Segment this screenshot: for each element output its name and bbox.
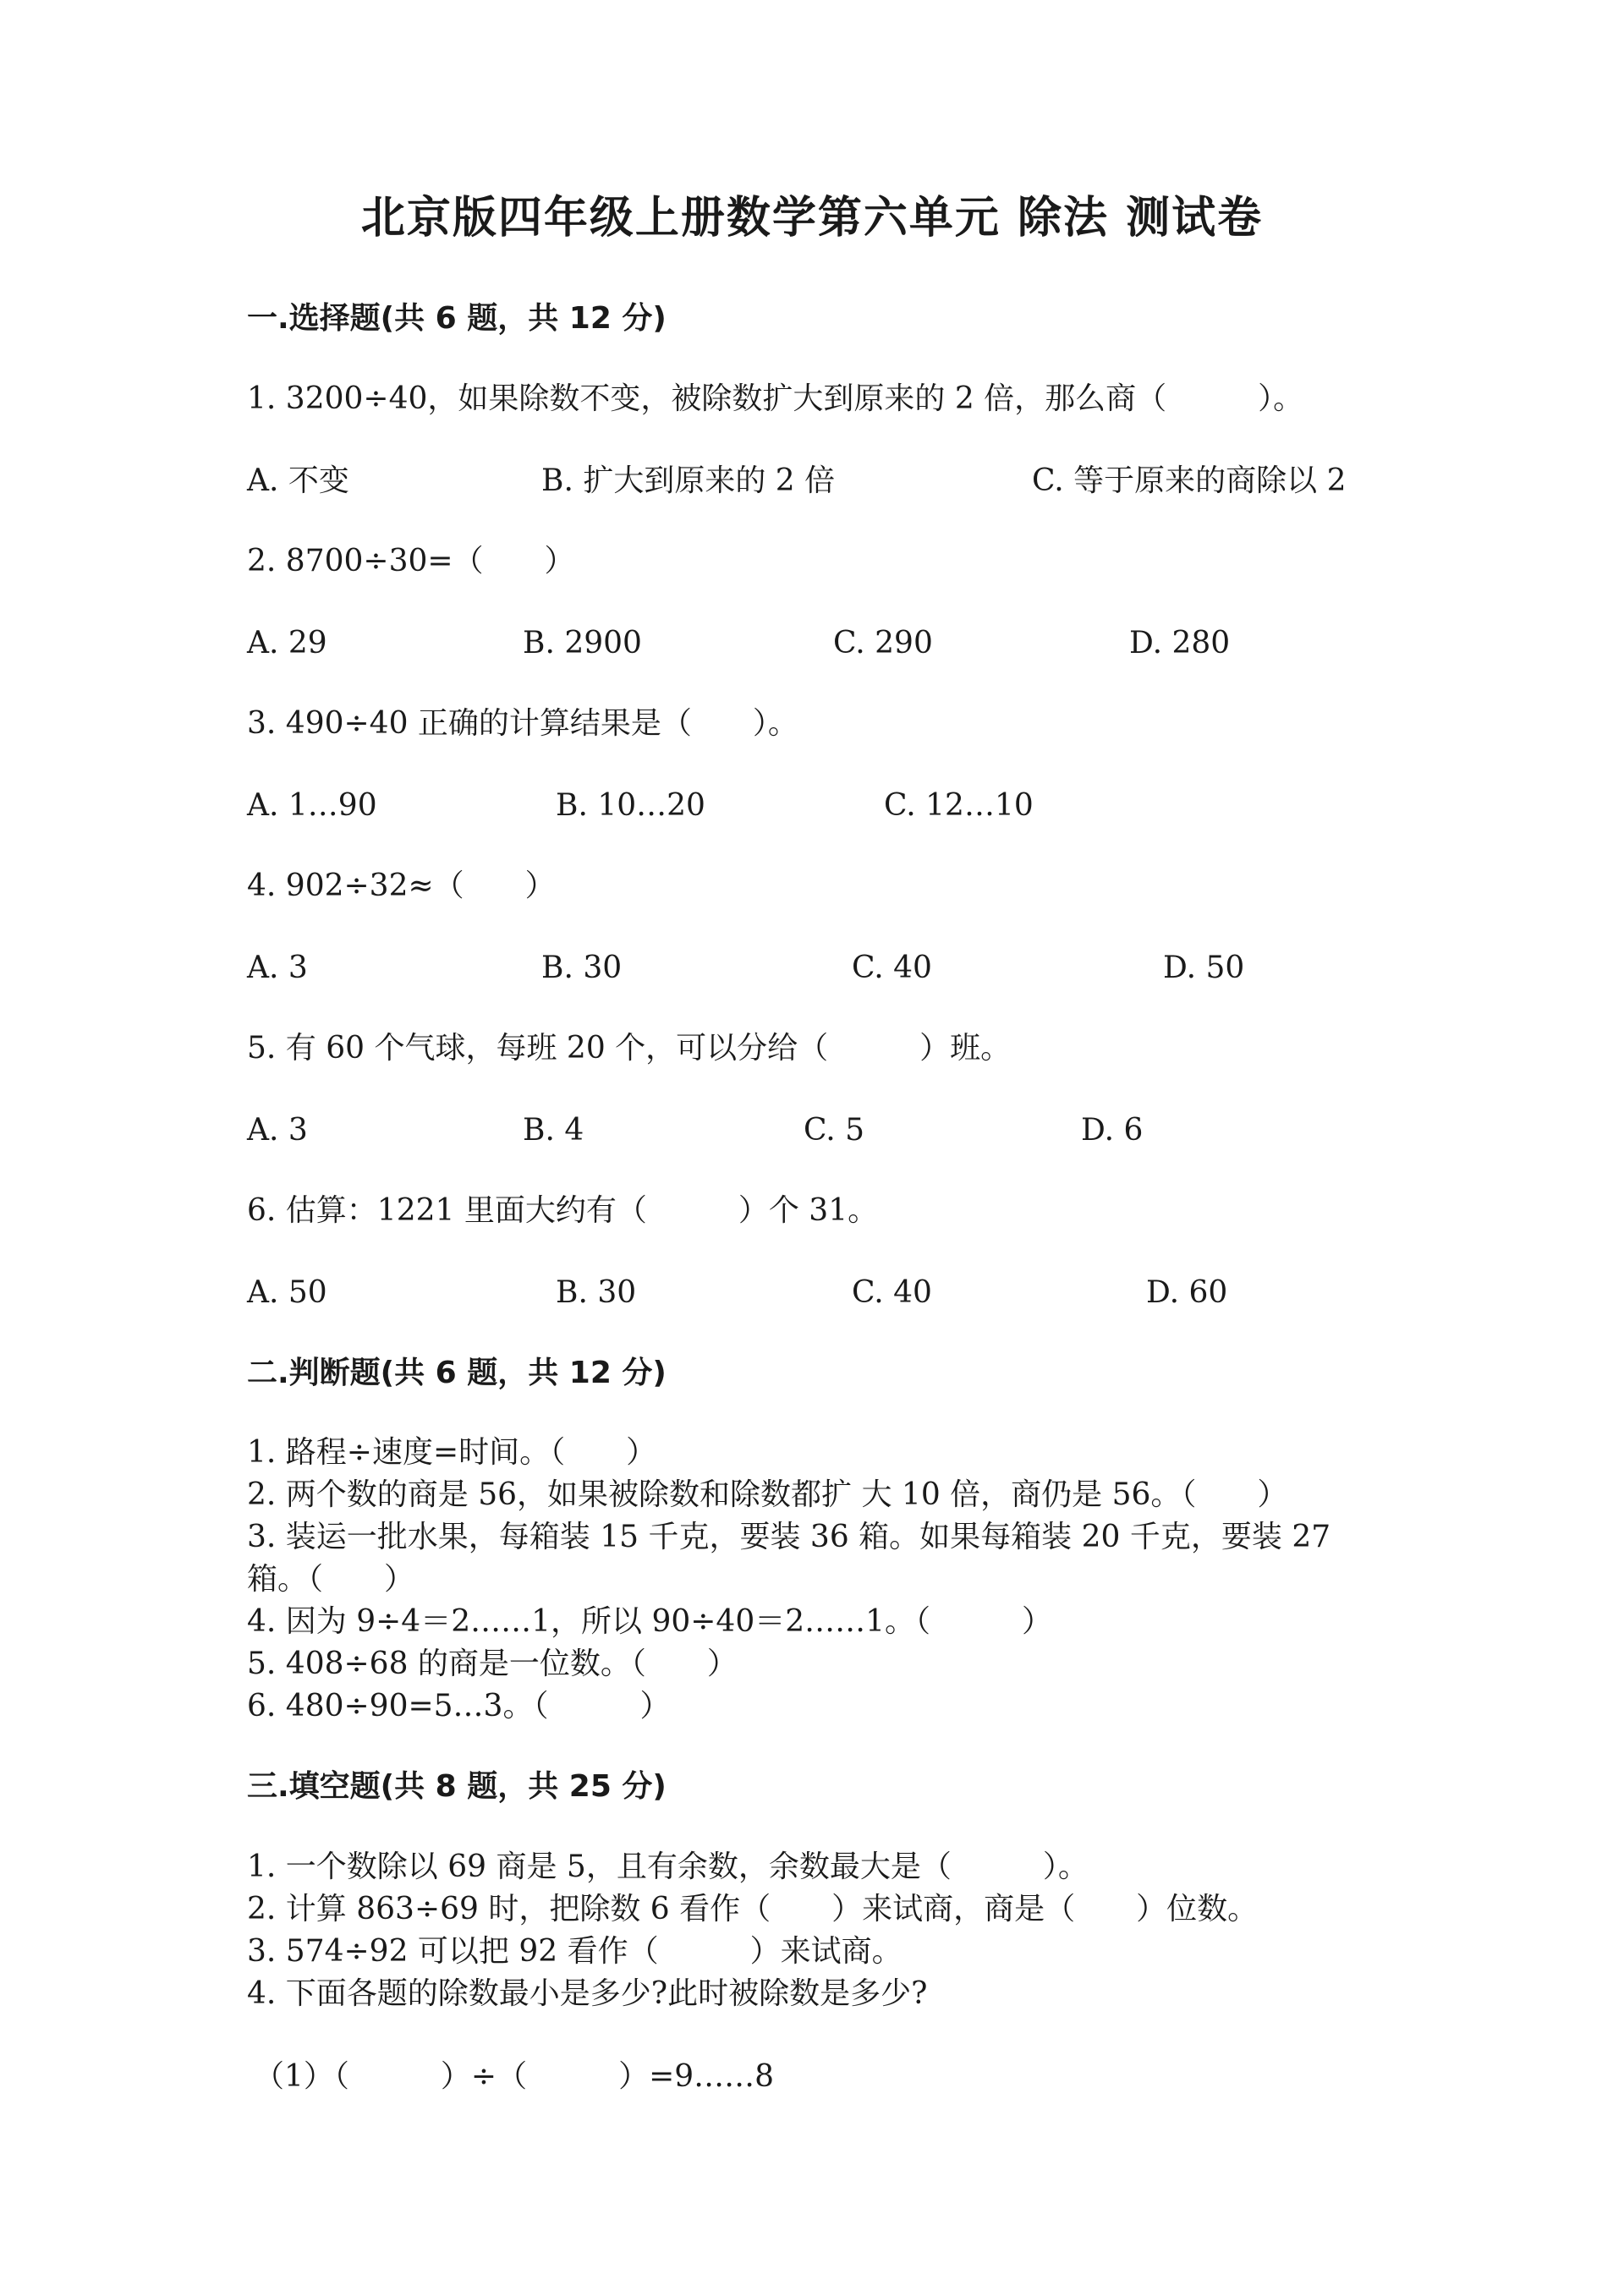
page-title: 北京版四年级上册数学第六单元 除法 测试卷 bbox=[360, 193, 1264, 244]
option-a: A. 3 bbox=[247, 1113, 308, 1148]
option-b: B. 30 bbox=[541, 951, 623, 985]
statement-line: 5. 408÷68 的商是一位数。（ ） bbox=[247, 1647, 738, 1681]
question-text: 5. 有 60 个气球，每班 20 个，可以分给（ ）班。 bbox=[247, 1031, 1012, 1066]
option-c: C. 12…10 bbox=[884, 788, 1034, 823]
option-c: C. 40 bbox=[852, 951, 932, 985]
statement-line: 6. 480÷90=5…3。（ ） bbox=[247, 1689, 671, 1723]
fill-subquestion: （1）（ ）÷（ ）=9……8 bbox=[254, 2059, 775, 2094]
option-b: B. 2900 bbox=[523, 626, 642, 660]
statement-line: 1. 路程÷速度=时间。（ ） bbox=[247, 1435, 657, 1470]
option-c: C. 40 bbox=[852, 1275, 932, 1310]
fill-line: 2. 计算 863÷69 时，把除数 6 看作（ ）来试商，商是（ ）位数。 bbox=[247, 1892, 1259, 1926]
option-d: D. 280 bbox=[1129, 626, 1231, 660]
statement-line: 箱。（ ） bbox=[247, 1562, 415, 1597]
option-d: D. 6 bbox=[1081, 1113, 1144, 1148]
section-heading-judge: 二.判断题(共 6 题，共 12 分) bbox=[247, 1356, 667, 1390]
section-heading-fill: 三.填空题(共 8 题，共 25 分) bbox=[247, 1769, 667, 1804]
option-b: B. 10…20 bbox=[556, 788, 705, 823]
option-b: B. 4 bbox=[523, 1113, 584, 1148]
option-a: A. 1…90 bbox=[247, 788, 377, 823]
fill-line: 4. 下面各题的除数最小是多少?此时被除数是多少? bbox=[247, 1976, 928, 2011]
section-heading-choice: 一.选择题(共 6 题，共 12 分) bbox=[247, 301, 667, 336]
option-b: B. 扩大到原来的 2 倍 bbox=[541, 463, 836, 498]
option-c: C. 290 bbox=[833, 626, 933, 660]
question-text: 1. 3200÷40，如果除数不变，被除数扩大到原来的 2 倍，那么商（ ）。 bbox=[247, 381, 1304, 416]
option-a: A. 不变 bbox=[247, 463, 349, 498]
question-text: 6. 估算：1221 里面大约有（ ）个 31。 bbox=[247, 1193, 879, 1228]
question-text: 3. 490÷40 正确的计算结果是（ ）。 bbox=[247, 706, 798, 741]
fill-line: 3. 574÷92 可以把 92 看作（ ）来试商。 bbox=[247, 1934, 903, 1969]
question-text: 2. 8700÷30=（ ） bbox=[247, 544, 575, 578]
option-a: A. 29 bbox=[247, 626, 327, 660]
option-d: D. 60 bbox=[1146, 1275, 1228, 1310]
statement-line: 2. 两个数的商是 56，如果被除数和除数都扩 大 10 倍，商仍是 56。（ ） bbox=[247, 1477, 1288, 1512]
fill-line: 1. 一个数除以 69 商是 5，且有余数，余数最大是（ ）。 bbox=[247, 1849, 1089, 1884]
option-a: A. 50 bbox=[247, 1275, 327, 1310]
option-c: C. 等于原来的商除以 2 bbox=[1032, 463, 1347, 498]
option-c: C. 5 bbox=[804, 1113, 865, 1148]
statement-line: 4. 因为 9÷4＝2……1，所以 90÷40＝2……1。（ ） bbox=[247, 1604, 1053, 1639]
option-b: B. 30 bbox=[556, 1275, 637, 1310]
option-a: A. 3 bbox=[247, 951, 308, 985]
statement-line: 3. 装运一批水果，每箱装 15 千克，要装 36 箱。如果每箱装 20 千克，要装 27 bbox=[247, 1520, 1331, 1554]
option-d: D. 50 bbox=[1163, 951, 1245, 985]
question-text: 4. 902÷32≈（ ） bbox=[247, 869, 556, 903]
